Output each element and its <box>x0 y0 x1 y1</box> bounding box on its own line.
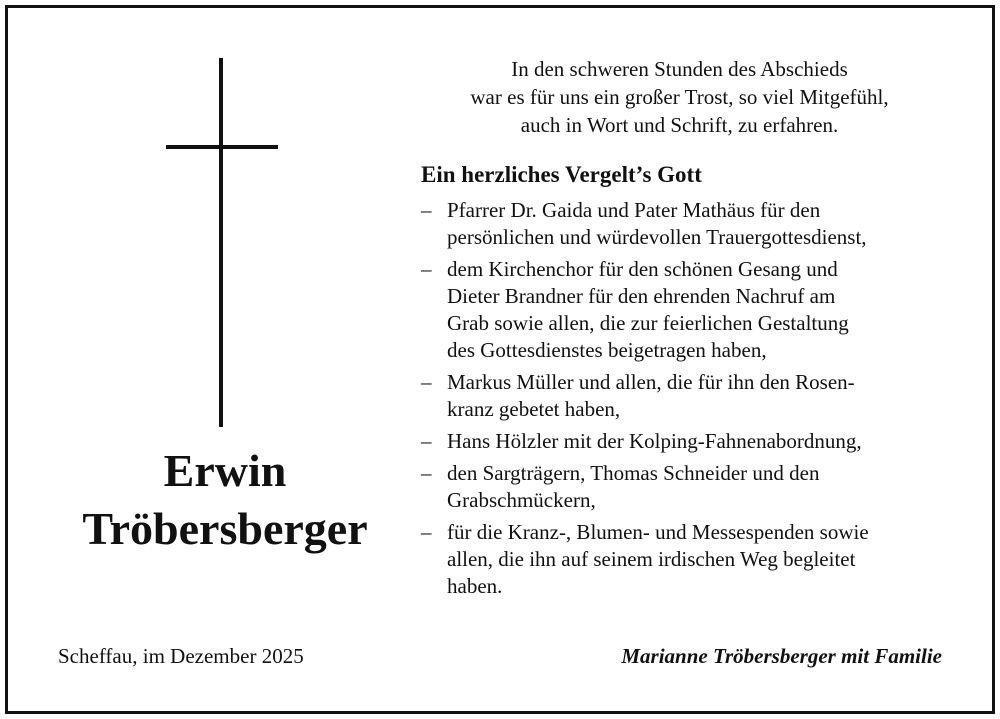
list-item <box>421 428 869 455</box>
quote-line: war es für uns ein großer Trost, so viel Mitgefühl, <box>470 85 889 109</box>
list-item-line: Hans Hölzler mit der Kolping-Fahnenabordnung, <box>447 429 862 453</box>
dash-bullet: – <box>421 257 432 281</box>
dash-bullet: – <box>421 429 432 453</box>
list-item-line: dem Kirchenchor für den schönen Gesang und <box>447 257 838 281</box>
list-item-line: den Sargträgern, Thomas Schneider und den <box>447 461 820 485</box>
thanks-list <box>421 197 869 605</box>
list-item-line: persönlichen und würdevollen Trauergottesdienst, <box>447 225 867 249</box>
list-item <box>421 256 869 364</box>
cross-icon <box>219 58 223 427</box>
thanks-heading: Ein herzliches Vergelt’s Gott <box>421 162 702 187</box>
list-item <box>421 519 869 600</box>
list-item <box>421 460 869 514</box>
list-item-line: haben. <box>447 574 503 598</box>
list-item-line: Pfarrer Dr. Gaida und Pater Mathäus für den <box>447 198 821 222</box>
quote-line: In den schweren Stunden des Abschieds <box>511 57 848 81</box>
list-item-line: des Gottesdienstes beigetragen haben, <box>447 338 767 362</box>
dash-bullet: – <box>421 461 432 485</box>
list-item-line: Grab sowie allen, die zur feierlichen Gestaltung <box>447 311 849 335</box>
list-item-line: kranz gebetet haben, <box>447 397 621 421</box>
dash-bullet: – <box>421 198 432 222</box>
list-item-line: Markus Müller und allen, die für ihn den Rosen- <box>447 370 855 394</box>
deceased-last-name: Tröbersberger <box>82 503 368 554</box>
list-item-line: für die Kranz-, Blumen- und Messespenden sowie <box>447 520 869 544</box>
condolence-quote <box>412 55 947 139</box>
deceased-first-name: Erwin <box>163 445 287 496</box>
dash-bullet: – <box>421 370 432 394</box>
cross-icon-bar <box>166 145 278 149</box>
place-date: Scheffau, im Dezember 2025 <box>58 644 304 668</box>
list-item <box>421 369 869 423</box>
dash-bullet: – <box>421 520 432 544</box>
list-item-line: Grabschmückern, <box>447 488 596 512</box>
list-item <box>421 197 869 251</box>
quote-line: auch in Wort und Schrift, zu erfahren. <box>520 113 839 137</box>
list-item-line: Dieter Brandner für den ehrenden Nachruf am <box>447 284 836 308</box>
list-item-line: allen, die ihn auf seinem irdischen Weg begleitet <box>447 547 856 571</box>
signature: Marianne Tröbersberger mit Familie <box>621 644 942 668</box>
